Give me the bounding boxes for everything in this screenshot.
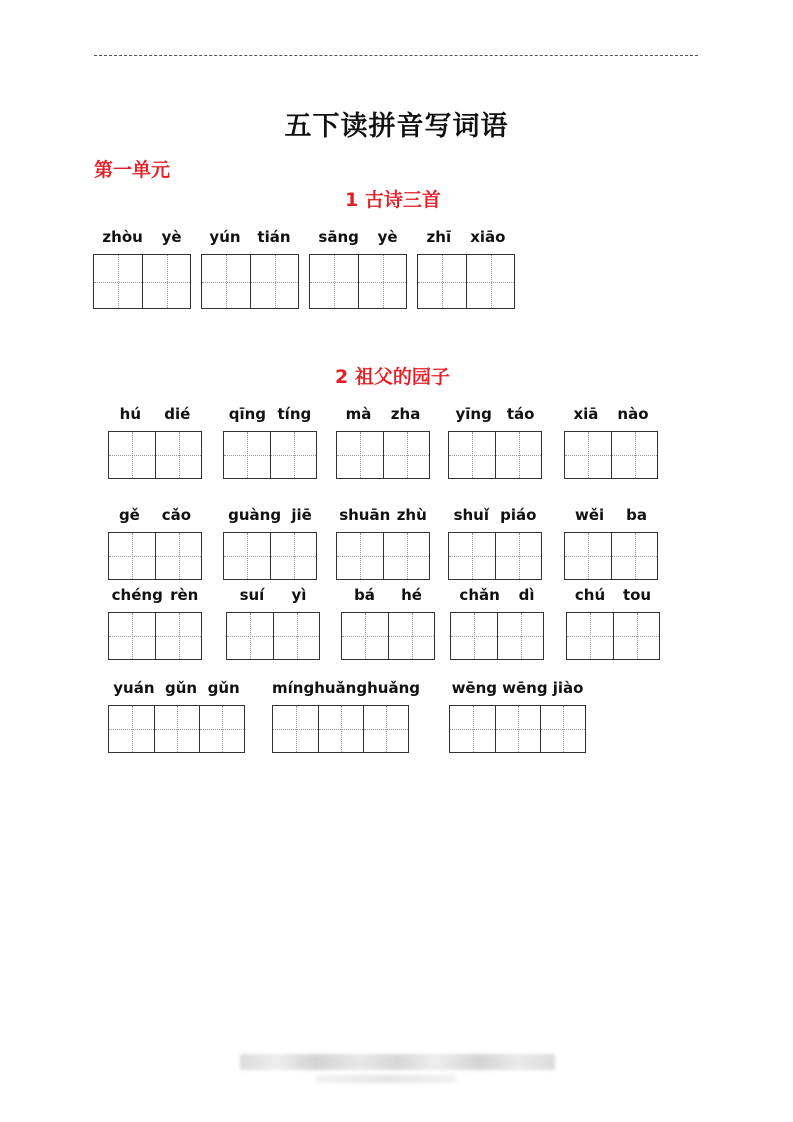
pinyin-syllable: sāng [318,228,359,246]
writing-cell[interactable] [567,613,613,659]
writing-cell[interactable] [342,613,388,659]
pinyin-syllable: suí [239,586,265,604]
pinyin-syllable: ba [626,506,647,524]
pinyin-line [448,403,542,423]
writing-cell[interactable] [318,706,363,752]
writing-cell[interactable] [109,706,154,752]
tianzige-grid[interactable] [93,254,191,309]
pinyin-syllable: tou [622,586,652,604]
pinyin-line [108,504,202,524]
word-item [336,403,430,479]
pinyin-line [223,403,317,423]
pinyin-syllable: chǎn [459,586,500,604]
pinyin-syllable: dì [518,586,535,604]
pinyin-line [336,504,430,524]
word-item [450,584,544,660]
pinyin-line [336,403,430,423]
writing-cell[interactable] [388,613,434,659]
writing-cell[interactable] [154,706,199,752]
pinyin-syllable: xiāo [470,228,506,246]
word-item [564,504,658,580]
pinyin-syllable: jiē [291,506,312,524]
tianzige-grid[interactable] [450,612,544,660]
pinyin-line [448,504,542,524]
writing-cell[interactable] [94,255,142,308]
pinyin-syllable: hú [119,405,141,423]
pinyin-syllable: zha [390,405,421,423]
writing-cell[interactable] [250,255,298,308]
word-item [108,403,202,479]
tianzige-grid[interactable] [449,705,586,753]
writing-cell[interactable] [497,613,543,659]
writing-cell[interactable] [466,255,514,308]
pinyin-syllable: tíng [277,405,312,423]
writing-cell[interactable] [273,613,319,659]
tianzige-grid[interactable] [564,431,658,479]
pinyin-syllable: gě [118,506,140,524]
pinyin-syllable: chéng [111,586,163,604]
writing-cell[interactable] [495,533,541,579]
word-item [564,403,658,479]
pinyin-syllable: bá [354,586,375,604]
pinyin-syllable: yì [291,586,307,604]
pinyin-line [93,226,191,246]
pinyin-syllable: nào [617,405,649,423]
pinyin-syllable: wēng [451,679,498,697]
writing-cell[interactable] [142,255,190,308]
tianzige-grid[interactable] [223,532,317,580]
word-item [226,584,320,660]
writing-cell[interactable] [611,432,657,478]
pinyin-line [564,504,658,524]
writing-cell[interactable] [202,255,250,308]
word-item [341,584,435,660]
pinyin-line [108,584,202,604]
pinyin-syllable: yè [161,228,182,246]
pinyin-syllable: wěi [574,506,605,524]
writing-cell[interactable] [224,533,270,579]
writing-cell[interactable] [227,613,273,659]
word-item [108,504,202,580]
writing-cell[interactable] [337,432,383,478]
pinyin-line [341,584,435,604]
tianzige-grid[interactable] [448,431,542,479]
tianzige-grid[interactable] [223,431,317,479]
writing-cell[interactable] [383,432,429,478]
word-item [566,584,660,660]
pinyin-line [309,226,407,246]
writing-cell[interactable] [611,533,657,579]
writing-cell[interactable] [310,255,358,308]
pinyin-syllable: piáo [500,506,537,524]
word-item [272,677,420,753]
tianzige-grid[interactable] [108,532,202,580]
footer-watermark [240,1054,555,1070]
word-item [417,226,515,309]
writing-cell[interactable] [273,706,318,752]
tianzige-grid[interactable] [564,532,658,580]
pinyin-syllable: míng [272,679,315,697]
pinyin-line [450,584,544,604]
pinyin-syllable: gǔn [165,679,198,697]
writing-cell[interactable] [155,432,201,478]
pinyin-line [108,677,245,697]
writing-cell[interactable] [224,432,270,478]
pinyin-syllable: dié [164,405,191,423]
tianzige-grid[interactable] [566,612,660,660]
word-item [223,403,317,479]
word-item [449,677,586,753]
pinyin-syllable: yīng [455,405,492,423]
writing-cell[interactable] [451,613,497,659]
pinyin-line [272,677,420,697]
lesson-title-1: 1 古诗三首 [345,189,441,211]
pinyin-line [223,504,317,524]
writing-cell[interactable] [540,706,585,752]
writing-cell[interactable] [270,533,316,579]
word-item [448,403,542,479]
writing-cell[interactable] [337,533,383,579]
pinyin-syllable: tián [257,228,291,246]
pinyin-syllable: mà [345,405,372,423]
tianzige-grid[interactable] [336,431,430,479]
word-item [108,584,202,660]
pinyin-syllable: jiào [552,679,584,697]
writing-cell[interactable] [449,432,495,478]
tianzige-grid[interactable] [108,705,245,753]
pinyin-syllable: rèn [170,586,199,604]
tianzige-grid[interactable] [226,612,320,660]
pinyin-syllable: cǎo [161,506,192,524]
writing-cell[interactable] [109,432,155,478]
page-title: 五下读拼音写词语 [284,111,509,142]
writing-cell[interactable] [363,706,408,752]
pinyin-syllable: zhī [426,228,452,246]
tianzige-grid[interactable] [341,612,435,660]
pinyin-syllable: huǎng [314,679,368,697]
lesson-title-2: 2 祖父的园子 [335,366,450,388]
pinyin-line [226,584,320,604]
pinyin-line [201,226,299,246]
writing-cell[interactable] [155,613,201,659]
writing-cell[interactable] [565,533,611,579]
writing-cell[interactable] [450,706,495,752]
pinyin-syllable: wēng [502,679,548,697]
pinyin-syllable: qīng [228,405,267,423]
writing-cell[interactable] [449,533,495,579]
tianzige-grid[interactable] [201,254,299,309]
writing-cell[interactable] [495,706,540,752]
tianzige-grid[interactable] [272,705,409,753]
pinyin-syllable: gǔn [207,679,240,697]
writing-cell[interactable] [418,255,466,308]
pinyin-syllable: hé [401,586,422,604]
writing-cell[interactable] [155,533,201,579]
pinyin-syllable: táo [506,405,535,423]
top-dashed-rule [94,55,698,56]
word-item [448,504,542,580]
writing-cell[interactable] [495,432,541,478]
tianzige-grid[interactable] [336,532,430,580]
pinyin-syllable: shuǐ [453,506,489,524]
pinyin-syllable: zhù [396,506,427,524]
word-item [93,226,191,309]
writing-cell[interactable] [109,613,155,659]
tianzige-grid[interactable] [108,612,202,660]
pinyin-syllable: shuān [339,506,391,524]
pinyin-line [566,584,660,604]
pinyin-line [449,677,586,697]
pinyin-syllable: huǎng [367,679,420,697]
pinyin-syllable: guàng [228,506,282,524]
writing-cell[interactable] [613,613,659,659]
word-item [336,504,430,580]
tianzige-grid[interactable] [309,254,407,309]
writing-cell[interactable] [383,533,429,579]
pinyin-syllable: xiā [573,405,599,423]
writing-cell[interactable] [565,432,611,478]
pinyin-line [108,403,202,423]
tianzige-grid[interactable] [448,532,542,580]
footer-watermark-sub [316,1075,456,1083]
pinyin-line [417,226,515,246]
word-item [309,226,407,309]
pinyin-syllable: zhòu [102,228,143,246]
pinyin-syllable: yè [377,228,398,246]
writing-cell[interactable] [270,432,316,478]
writing-cell[interactable] [358,255,406,308]
writing-cell[interactable] [199,706,244,752]
pinyin-line [564,403,658,423]
writing-cell[interactable] [109,533,155,579]
word-item [201,226,299,309]
word-item [108,677,245,753]
pinyin-syllable: yún [209,228,241,246]
word-item [223,504,317,580]
pinyin-syllable: yuán [113,679,155,697]
pinyin-syllable: chú [574,586,606,604]
tianzige-grid[interactable] [417,254,515,309]
tianzige-grid[interactable] [108,431,202,479]
unit-heading: 第一单元 [94,159,171,181]
